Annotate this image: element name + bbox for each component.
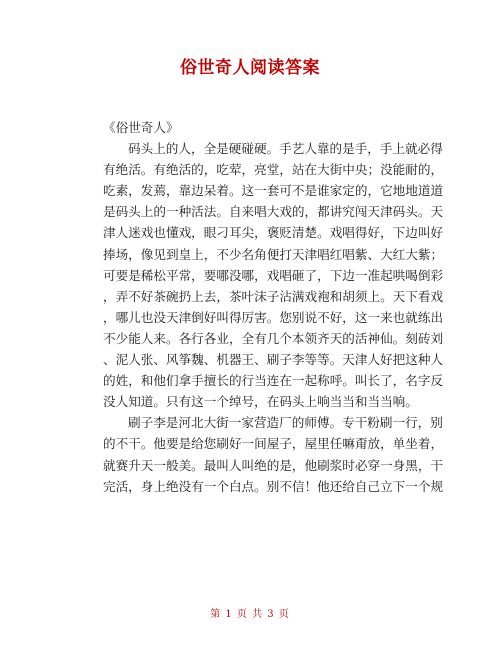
paragraph-line: 没人知道。只有这一个绰号，在码头上响当当和当当响。 [103, 394, 418, 410]
article-body [103, 117, 444, 497]
paragraph-line: 有绝活。有绝活的，吃荤，亮堂，站在大街中央；没能耐的， [103, 162, 444, 178]
article-heading: 《俗世奇人》 [103, 120, 179, 135]
paragraph-line: 不少能人来。各行各业，全有几个本领齐天的活神仙。刻砖刘 [103, 330, 444, 346]
paragraph-line: 完活，身上绝没有一个白点。别不信！他还给自己立下一个规 [103, 478, 444, 494]
page-title: 俗世奇人阅读答案 [180, 58, 320, 78]
paragraph-line: 捧场，像见到皇上，不少名角便打天津唱红唱紫、大红大紫； [103, 246, 444, 262]
paragraph-line: 刷子李是河北大街一家营造厂的师傅。专干粉刷一行，别 [128, 415, 443, 431]
paragraph-line: ，哪儿也没天津倒好叫得厉害。您别说不好，这一来也就练出 [103, 309, 444, 325]
paragraph-line: 津人迷戏也懂戏，眼刁耳尖，褒贬清楚。戏唱得好，下边叫好 [103, 225, 444, 241]
page-number-footer: 第 1 页 共 3 页 [210, 609, 290, 620]
paragraph-line: 吃素，发蔫，靠边呆着。这一套可不是谁家定的，它地地道道 [103, 183, 444, 199]
paragraph-line: 是码头上的一种活法。自来唱大戏的，都讲究闯天津码头。天 [103, 204, 444, 220]
paragraph-line: 、泥人张、风筝魏、机器王、刷子李等等。天津人好把这种人 [103, 352, 444, 368]
paragraph-line: ，弄不好茶碗扔上去，茶叶沫子沾满戏袍和胡须上。天下看戏 [103, 288, 444, 304]
paragraph-line: 可要是稀松平常，要哪没哪，戏唱砸了，下边一准起哄喝倒彩 [103, 267, 444, 283]
paragraph-line: 就赛升天一般美。最叫人叫绝的是，他刷浆时必穿一身黑，干 [103, 457, 444, 473]
paragraph-line: 的姓，和他们拿手擅长的行当连在一起称呼。叫长了，名字反 [103, 373, 444, 389]
paragraph-line: 的不干。他要是给您刷好一间屋子，屋里任嘛甭放，单坐着， [103, 436, 444, 452]
paragraph-line: 码头上的人，全是硬碰硬。手艺人靠的是手，手上就必得 [128, 141, 443, 157]
